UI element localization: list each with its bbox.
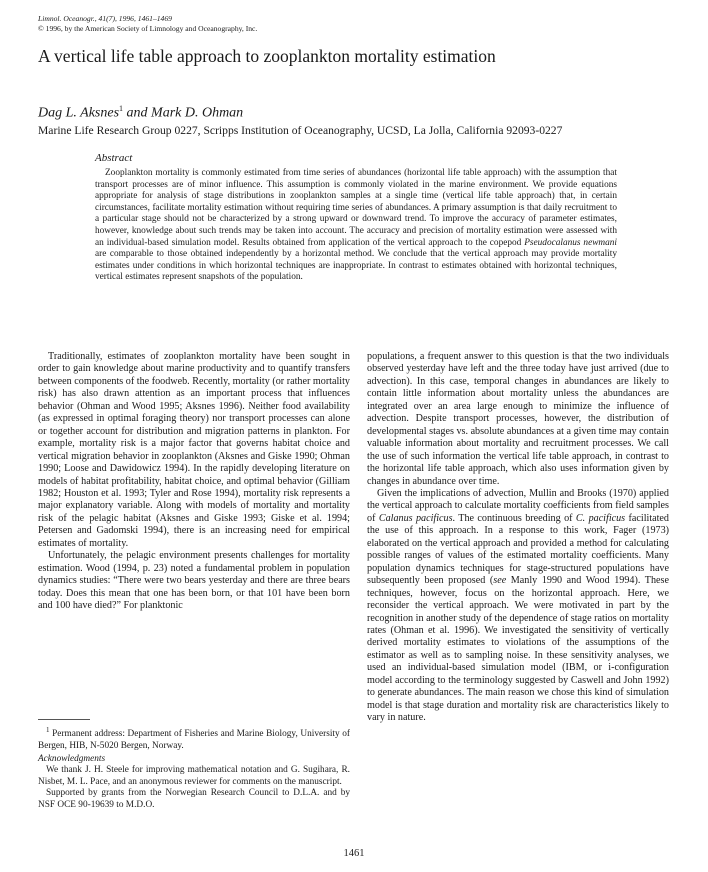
body-paragraph xyxy=(367,488,669,725)
body-text: facilitated the use of this approach. In a response to this work, Fager (1973) elaborated on the vertical approach and provided a method for calculating possible ranges of values of the estimated mortality coefficients. Many population dynamics techniques for stage-structured populations have subsequently been proposed ( xyxy=(367,512,669,587)
article-title: A vertical life table approach to zooplankton mortality estimation xyxy=(38,46,496,66)
body-text: Manly 1990 and Wood 1994). These techniques, however, focus on the horizontal approach. Here, we reconsider the vertical approach. We were motivated in part by the recognition in another study of the dependence of stage ratios on mortality rates (Ohman et al. 1996). We investigated the sensitivity of vertically derived mortality estimates to violations of the assumptions of the estimator as well as to sampling noise. In these sensitivity analyses, we used an individual-based simulation model (IBM, or i-configuration model according to the terminology suggested by Caswell and John 1992) to generate abundances. The main reason we chose this kind of simulation model is that stage duration and mortality risk are characteristics likely to vary in nature. xyxy=(367,575,669,724)
acknowledgments-heading: Acknowledgments xyxy=(38,753,106,764)
author-1: Dag L. Aksnes xyxy=(38,105,120,121)
body-text: . The continuous breeding of xyxy=(452,512,576,524)
body-paragraph: populations, a frequent answer to this question is that the two individuals observed yesterday have left and the three today have just arrived (due to advection). In this case, temporal changes in abundances are likely to contain little information about mortality unless the abundances are integrated over an area large enough to minimize the influence of advection. Despite transport processes, however, the distribution of developmental stages vs. absolute abundances at a given time may contain valuable information about mortality and recruitment processes. We call the use of such information the vertical life table approach, in contrast to the horizontal life table approach, which also uses information given by changes in abundance over time. xyxy=(367,351,669,487)
species-name: Calanus pacificus xyxy=(378,512,453,524)
abstract-heading: Abstract xyxy=(95,152,133,164)
copyright-notice: © 1996, by the American Society of Limnology and Oceanography, Inc. xyxy=(38,23,258,33)
abstract-text xyxy=(95,168,617,284)
journal-header xyxy=(38,14,257,33)
see-word: see xyxy=(493,575,507,587)
author-1-footnote-mark: 1 xyxy=(119,104,124,113)
body-text: Given the implications of advection, Mullin and Brooks (1970) applied the vertical approach to calculate mortality coefficients from field samples of xyxy=(367,487,669,524)
page-number: 1461 xyxy=(343,848,365,859)
abstract-text-part-2: are comparable to those obtained independently by a horizontal method. We conclude that the vertical approach may provide mortality estimates under conditions in which horizontal techniques are inappropriate. In contrast to estimates obtained with horizontal techniques, vertical estimates represent snapshots of the population. xyxy=(95,249,617,283)
funding-text: Supported by grants from the Norwegian Research Council to D.L.A. and by NSF OCE 90-19639 to M.D.O. xyxy=(38,788,350,810)
footnote-address-text: Permanent address: Department of Fisheries and Marine Biology, University of Bergen, HIB, N-5020 Bergen, Norway. xyxy=(38,729,350,751)
body-paragraph: Unfortunately, the pelagic environment presents challenges for mortality estimation. Wood (1994, p. 23) noted a fundamental problem in population dynamics studies: “There were two bears yesterday and there are three bears today. Does this mean that one has been born, or that 101 have been born and 100 have died?” For planktonic xyxy=(38,550,350,612)
body-column-right xyxy=(367,351,669,725)
body-paragraph: Traditionally, estimates of zooplankton mortality have been sought in order to gain knowledge about marine productivity and to quantify transfers between components of the foodweb. Recently, mortality (or rather mortality risk) has also drawn attention as an important process that influences behavior (Ohman and Wood 1995; Aksnes 1996). Neither food availability (as expressed in optimal foraging theory) nor transport processes can alone or together account for distribution and migration patterns in plankton. For example, mortality risk is a major factor that governs habitat choice and vertical migration behavior in zooplankton (Aksnes and Giske 1990; Ohman 1990; Loose and Dawidowicz 1994). In the rapidly developing literature on models of habitat profitability, habitat choice, and optimal behavior (Gilliam 1982; Houston et al. 1993; Tyler and Rose 1994), mortality risk represents a major explanatory variable. Along with models of mortality and mortality risk of the pelagic habitat (Aksnes and Giske 1993; Giske et al. 1994; Petersen and Gadomski 1994), there is an increasing need for empirical estimates of mortality. xyxy=(38,351,350,549)
author-connector: and xyxy=(123,105,152,121)
species-name: C. pacificus xyxy=(575,512,626,524)
journal-reference: Limnol. Oceanogr., 41(7), 1996, 1461–1469 xyxy=(38,14,172,23)
footnote-divider xyxy=(38,719,90,720)
footnotes xyxy=(38,725,350,811)
abstract-species: Pseudocalanus newmani xyxy=(524,237,617,248)
footnote-address xyxy=(38,725,350,752)
affiliation: Marine Life Research Group 0227, Scripps Institution of Oceanography, UCSD, La Jolla, California 92093-0227 xyxy=(38,124,563,137)
abstract-text-part-1: Zooplankton mortality is commonly estimated from time series of abundances (horizontal life table approach) with the assumption that transport processes are of minor influence. This assumption is commonly violated in the marine environment. We provide equations appropriate for analysis of stage distributions in zooplankton samples at a single time (vertical life table approach) that, in certain circumstances, facilitate mortality estimation without requiring time series of abundances. A primary assumption is that daily recruitment to a particular stage should not be characterized by a strong upward or downward trend. To improve the accuracy of parameter estimates, however, knowledge about such trends may be taken into account. The accuracy and precision of mortality estimation were assessed with an individual-based simulation model. Results obtained from application of the vertical approach to the copepod xyxy=(95,168,617,248)
body-column-left xyxy=(38,351,350,613)
author-2: Mark D. Ohman xyxy=(151,105,244,121)
acknowledgments-text: We thank J. H. Steele for improving mathematical notation and G. Sugihara, R. Nisbet, M. L. Pace, and an anonymous reviewer for comments on the manuscript. xyxy=(38,765,350,787)
footnote-mark: 1 xyxy=(46,726,50,734)
author-line xyxy=(38,104,243,122)
